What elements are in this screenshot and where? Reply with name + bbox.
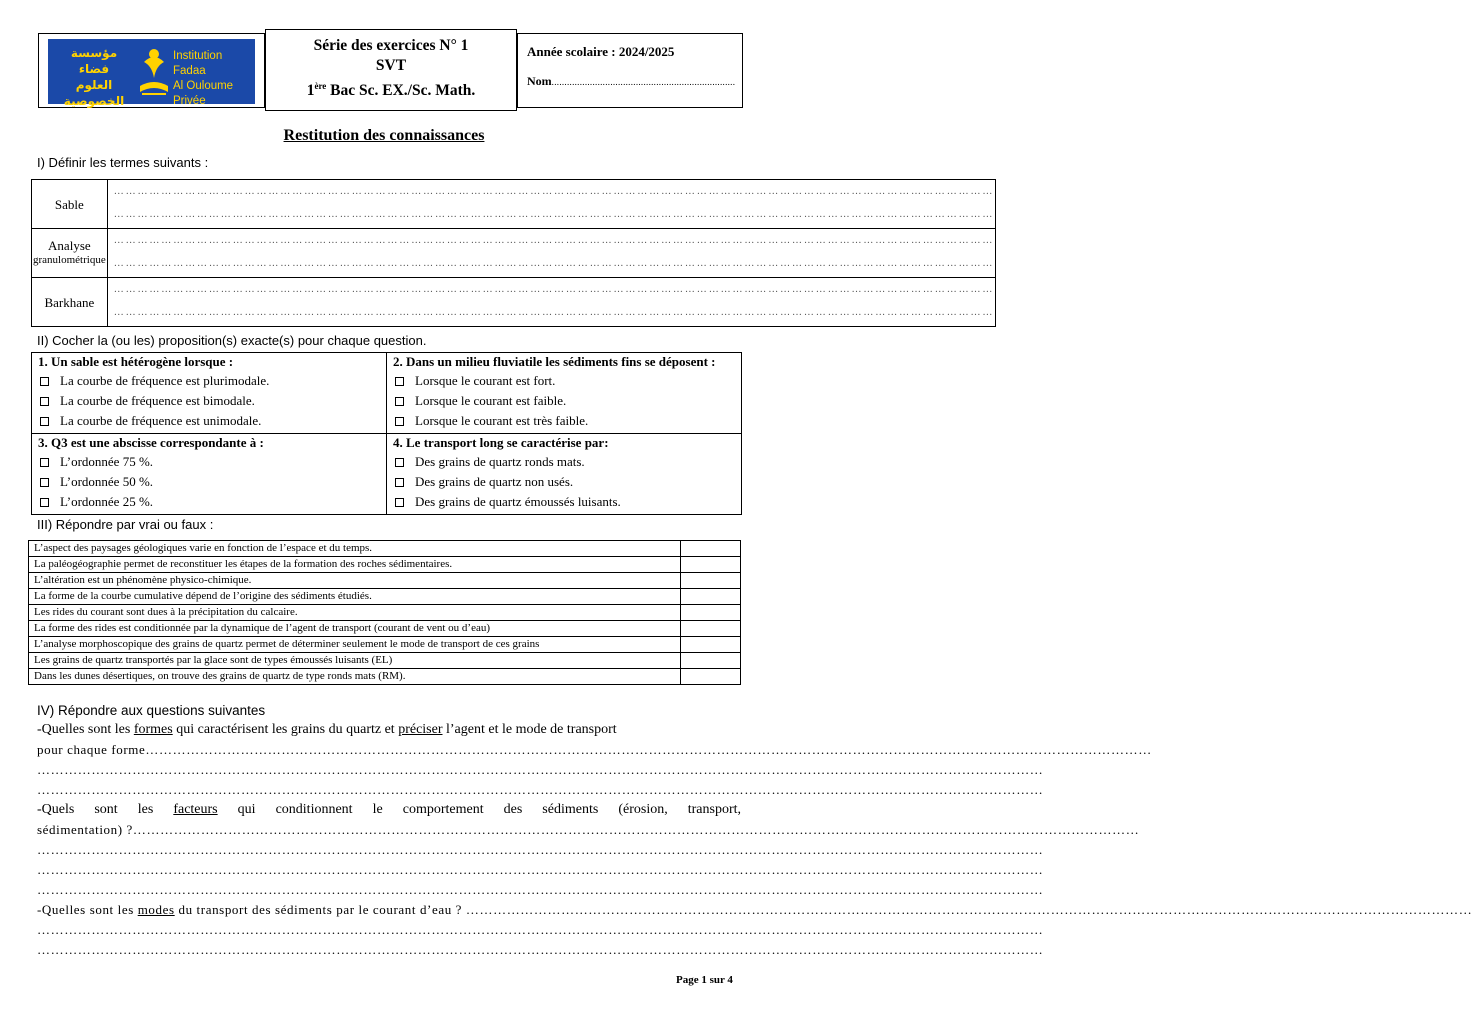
class-sup: ère bbox=[314, 81, 327, 91]
logo-ar-line1: مؤسسة فضاء bbox=[70, 46, 118, 76]
checkbox[interactable] bbox=[40, 397, 49, 406]
statement-row bbox=[29, 637, 741, 653]
option bbox=[393, 492, 741, 512]
answer-box[interactable] bbox=[681, 573, 741, 589]
answer-dots: …………………………………………………………………………………………………………………………………………………………………………………………………… bbox=[145, 742, 1152, 757]
answer-line[interactable] bbox=[37, 820, 1140, 840]
logo-french-text bbox=[173, 49, 253, 109]
term-cell bbox=[32, 180, 108, 229]
q3-underlined: modes bbox=[137, 902, 175, 917]
option bbox=[38, 472, 386, 492]
answer-box[interactable] bbox=[681, 637, 741, 653]
checkbox[interactable] bbox=[40, 498, 49, 507]
option-label: La courbe de fréquence est unimodale. bbox=[60, 413, 262, 428]
checkbox[interactable] bbox=[395, 417, 404, 426]
answer-line[interactable]: …………………………………………………………………………………………………………………………………………………………………………………………………… bbox=[37, 882, 1044, 897]
checkbox[interactable] bbox=[395, 478, 404, 487]
statement-row bbox=[29, 541, 741, 557]
answer-box[interactable] bbox=[681, 589, 741, 605]
option-label: Des grains de quartz non usés. bbox=[415, 474, 574, 489]
logo-arabic-text bbox=[54, 45, 134, 109]
statement-text: L’analyse morphoscopique des grains de quartz permet de déterminer seulement le mode de transport de ces grains bbox=[29, 637, 681, 653]
title-box bbox=[265, 29, 517, 111]
q1-underlined: formes bbox=[133, 722, 173, 737]
statement-row bbox=[29, 573, 741, 589]
option bbox=[393, 411, 741, 431]
answer-line[interactable]: …………………………………………………………………………………………………………………………………………………………………………………………………… bbox=[37, 942, 1044, 957]
option-label: Lorsque le courant est fort. bbox=[415, 373, 556, 388]
q1-part: -Quelles sont les bbox=[37, 722, 134, 737]
statement-row bbox=[29, 653, 741, 669]
option-label: L’ordonnée 25 %. bbox=[60, 494, 154, 509]
option-label: Lorsque le courant est très faible. bbox=[415, 413, 589, 428]
question-text: 2. Dans un milieu fluviatile les sédiments fins se déposent : bbox=[393, 354, 716, 369]
option-label: Des grains de quartz émoussés luisants. bbox=[415, 494, 621, 509]
subject-title: SVT bbox=[375, 57, 407, 74]
option-label: L’ordonnée 75 %. bbox=[60, 454, 154, 469]
answer-dots: …………………………………………………………………………………………………………………………………………………………………………………………………… bbox=[113, 235, 995, 246]
statement-text: L’altération est un phénomène physico-chimique. bbox=[29, 573, 681, 589]
name-label: Nom bbox=[527, 74, 552, 88]
answer-dots: …………………………………………………………………………………………………………………………………………………………………………………………………… bbox=[113, 258, 995, 269]
page-number: Page 1 sur 4 bbox=[676, 974, 733, 986]
class-number: 1 bbox=[306, 82, 315, 100]
option-label: La courbe de fréquence est plurimodale. bbox=[60, 373, 270, 388]
school-year: Année scolaire : 2024/2025 bbox=[527, 44, 675, 59]
main-heading: Restitution des connaissances bbox=[283, 127, 485, 144]
statement-row bbox=[29, 605, 741, 621]
checkbox[interactable] bbox=[395, 377, 404, 386]
answer-dots: …………………………………………………………………………………………………………………………………………………………………………………………………… bbox=[113, 209, 995, 220]
checkbox[interactable] bbox=[40, 458, 49, 467]
term-sublabel: granulométrique bbox=[33, 254, 106, 266]
option-label: L’ordonnée 50 %. bbox=[60, 474, 154, 489]
option bbox=[38, 452, 386, 472]
option-label: Des grains de quartz ronds mats. bbox=[415, 454, 585, 469]
series-title: Série des exercices N° 1 bbox=[313, 37, 469, 54]
answer-line[interactable]: …………………………………………………………………………………………………………………………………………………………………………………………………… bbox=[37, 782, 1044, 797]
option bbox=[393, 391, 741, 411]
year-box bbox=[517, 33, 743, 108]
logo-banner bbox=[48, 39, 255, 108]
option bbox=[38, 371, 386, 391]
section1-title: I) Définir les termes suivants : bbox=[37, 155, 209, 170]
answer-box[interactable] bbox=[681, 653, 741, 669]
definition-row bbox=[32, 180, 996, 229]
answer-line[interactable]: …………………………………………………………………………………………………………………………………………………………………………………………………… bbox=[37, 922, 1044, 937]
option bbox=[393, 371, 741, 391]
option bbox=[393, 472, 741, 492]
question-text: 3. Q3 est une abscisse correspondante à : bbox=[38, 435, 264, 450]
answer-dots: …………………………………………………………………………………………………………………………………………………………………………………………………… bbox=[465, 902, 1472, 917]
q3-part: du transport des sédiments par le courant d’eau ? bbox=[174, 902, 466, 917]
section2-title: II) Cocher la (ou les) proposition(s) exacte(s) pour chaque question. bbox=[37, 333, 427, 348]
checkbox[interactable] bbox=[395, 498, 404, 507]
checkbox[interactable] bbox=[395, 458, 404, 467]
q1-part: qui caractérisent les grains du quartz et bbox=[172, 722, 399, 737]
question-text: 1. Un sable est hétérogène lorsque : bbox=[38, 354, 234, 369]
true-false-table bbox=[28, 540, 741, 685]
option bbox=[38, 391, 386, 411]
term-cell bbox=[32, 229, 108, 278]
q1-part: l’agent et le mode de transport bbox=[442, 722, 617, 737]
answer-cell[interactable] bbox=[107, 229, 996, 278]
answer-dots: …………………………………………………………………………………………………………………………………………………………………………………………………… bbox=[113, 186, 995, 197]
book-emblem-icon bbox=[136, 44, 172, 99]
definition-row bbox=[32, 278, 996, 327]
answer-box[interactable] bbox=[681, 621, 741, 637]
answer-box[interactable] bbox=[681, 541, 741, 557]
statement-text: Dans les dunes désertiques, on trouve des grains de quartz de type ronds mats (RM). bbox=[29, 669, 681, 685]
answer-dots: …………………………………………………………………………………………………………………………………………………………………………………………………… bbox=[113, 307, 995, 318]
checkbox[interactable] bbox=[40, 377, 49, 386]
answer-cell[interactable] bbox=[107, 278, 996, 327]
option-label: Lorsque le courant est faible. bbox=[415, 393, 567, 408]
q3-part: -Quelles sont les bbox=[37, 902, 138, 917]
mcq-row bbox=[32, 434, 742, 515]
answer-dots: …………………………………………………………………………………………………………………………………………………………………………………………………… bbox=[132, 822, 1140, 837]
answer-dots: …………………………………………………………………………………………………………………………………………………………………………………………………… bbox=[113, 284, 995, 295]
statement-row bbox=[29, 621, 741, 637]
question-cell bbox=[32, 434, 387, 515]
answer-line[interactable] bbox=[37, 740, 1152, 760]
q2-underlined: facteurs bbox=[173, 802, 218, 817]
statement-text: L’aspect des paysages géologiques varie en fonction de l’espace et du temps. bbox=[29, 541, 681, 557]
answer-line[interactable]: …………………………………………………………………………………………………………………………………………………………………………………………………… bbox=[37, 862, 1044, 877]
logo-fr-line2: Al Ouloume Privée bbox=[173, 80, 234, 107]
question-text: 4. Le transport long se caractérise par: bbox=[393, 435, 609, 450]
answer-line[interactable]: …………………………………………………………………………………………………………………………………………………………………………………………………… bbox=[37, 842, 1044, 857]
option-label: La courbe de fréquence est bimodale. bbox=[60, 393, 255, 408]
question-cell bbox=[387, 434, 742, 515]
statement-row bbox=[29, 669, 741, 685]
logo-fr-line1: Institution Fadaa bbox=[173, 50, 223, 77]
answer-box[interactable] bbox=[681, 605, 741, 621]
q2-part: -Quels sont les bbox=[37, 802, 174, 817]
checkbox[interactable] bbox=[395, 397, 404, 406]
q2-part: qui conditionnent le comportement des sédiments (érosion, transport, bbox=[217, 802, 742, 817]
option bbox=[38, 411, 386, 431]
statement-text: La forme des rides est conditionnée par la dynamique de l’agent de transport (courant de vent ou d’eau) bbox=[29, 621, 681, 637]
answer-box[interactable] bbox=[681, 669, 741, 685]
mcq-table bbox=[31, 352, 742, 515]
mcq-row bbox=[32, 353, 742, 434]
answer-box[interactable] bbox=[681, 557, 741, 573]
definitions-table bbox=[31, 179, 996, 327]
answer-line[interactable] bbox=[37, 900, 1472, 920]
term-label: Analyse bbox=[48, 238, 91, 253]
class-label: Bac Sc. EX./Sc. Math. bbox=[326, 82, 476, 100]
checkbox[interactable] bbox=[40, 478, 49, 487]
name-dots: ........................................................................ bbox=[551, 77, 736, 87]
term-label: Sable bbox=[54, 196, 84, 212]
question-cell bbox=[387, 353, 742, 434]
logo-ar-line2: العلوم الخصوصية bbox=[63, 78, 125, 108]
class-title bbox=[266, 76, 516, 101]
definition-row bbox=[32, 229, 996, 278]
term-cell bbox=[32, 278, 108, 327]
question-2-text bbox=[37, 800, 741, 820]
q1-underlined: préciser bbox=[398, 722, 443, 737]
statement-row bbox=[29, 589, 741, 605]
q1-part: pour chaque forme bbox=[37, 742, 146, 757]
name-field[interactable] bbox=[527, 74, 742, 89]
section4-title: IV) Répondre aux questions suivantes bbox=[37, 703, 266, 718]
question-1-text bbox=[37, 720, 741, 740]
question-cell bbox=[32, 353, 387, 434]
institution-logo bbox=[38, 33, 265, 108]
section3-title: III) Répondre par vrai ou faux : bbox=[37, 517, 214, 532]
term-label: Barkhane bbox=[44, 294, 95, 310]
statement-text: Les rides du courant sont dues à la précipitation du calcaire. bbox=[29, 605, 681, 621]
option bbox=[393, 452, 741, 472]
answer-cell[interactable] bbox=[107, 180, 996, 229]
statement-text: La paléogéographie permet de reconstituer les étapes de la formation des roches sédimentaires. bbox=[29, 557, 681, 573]
question-block-1 bbox=[37, 720, 1472, 960]
option bbox=[38, 492, 386, 512]
q2-part: sédimentation) ? bbox=[37, 822, 133, 837]
statement-text: Les grains de quartz transportés par la glace sont de types émoussés luisants (EL) bbox=[29, 653, 681, 669]
answer-line[interactable]: …………………………………………………………………………………………………………………………………………………………………………………………………… bbox=[37, 762, 1044, 777]
statement-text: La forme de la courbe cumulative dépend de l’origine des sédiments étudiés. bbox=[29, 589, 681, 605]
checkbox[interactable] bbox=[40, 417, 49, 426]
statement-row bbox=[29, 557, 741, 573]
